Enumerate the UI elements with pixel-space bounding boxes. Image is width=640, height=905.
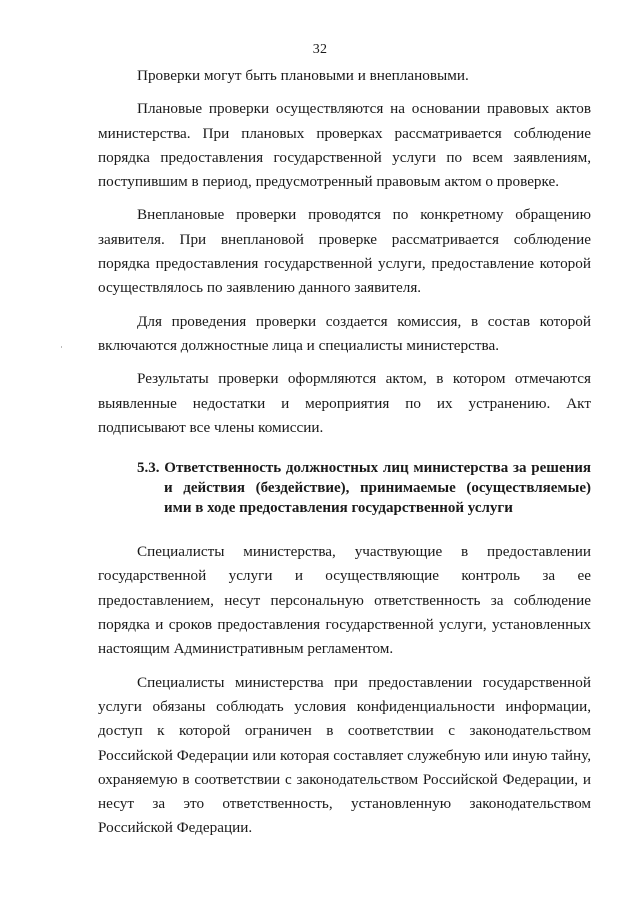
margin-mark [61,346,62,348]
paragraph-check-results: Результаты проверки оформляются актом, в котором отмечаются выявленные недостатки и мероприятия по их устранению. Акт подписывают все члены комиссии. [98,370,591,436]
paragraph-personal-responsibility: Специалисты министерства, участвующие в предоставлении государственной услуги и осуществляющие контроль за ее предоставлением, несут персональную ответственность за соблюдение порядка и сроков предоставления государственной услуги, установленных настоящим Административным регламентом. [98,543,591,658]
paragraph-confidentiality: Специалисты министерства при предоставлении государственной услуги обязаны соблюдать условия конфиденциальности информации, доступ к которой ограничен в соответствии с законодательством Российской Федерации или которая составляет служебную или иную тайну, охраняемую в соответствии с законодательством Российской Федерации, и несут за это ответственность, установленную законодательством Российской Федерации. [98,673,591,837]
paragraph-commission: Для проведения проверки создается комиссия, в состав которой включаются должностные лица и специалисты министерства. [98,312,591,354]
paragraph-check-types: Проверки могут быть плановыми и внеплановыми. [137,67,469,84]
paragraph-unplanned-checks: Внеплановые проверки проводятся по конкретному обращению заявителя. При внеплановой проверке рассматривается соблюдение порядка предоставления государственной услуги, предоставление которой осуществлялось по заявлению данного заявителя. [98,206,591,297]
paragraph-planned-checks: Плановые проверки осуществляются на основании правовых актов министерства. При плановых проверках рассматривается соблюдение порядка предоставления государственной услуги по всем заявлениям, поступившим в период, предусмотренный правовым актом о проверке. [98,100,591,191]
page-number: 32 [312,42,328,57]
document-body [98,64,591,850]
section-heading-5-3: 5.3. Ответственность должностных лиц министерства за решения и действия (бездействие), принимаемые (осуществляемые) ими в ходе предоставления государственной услуги [137,460,591,517]
